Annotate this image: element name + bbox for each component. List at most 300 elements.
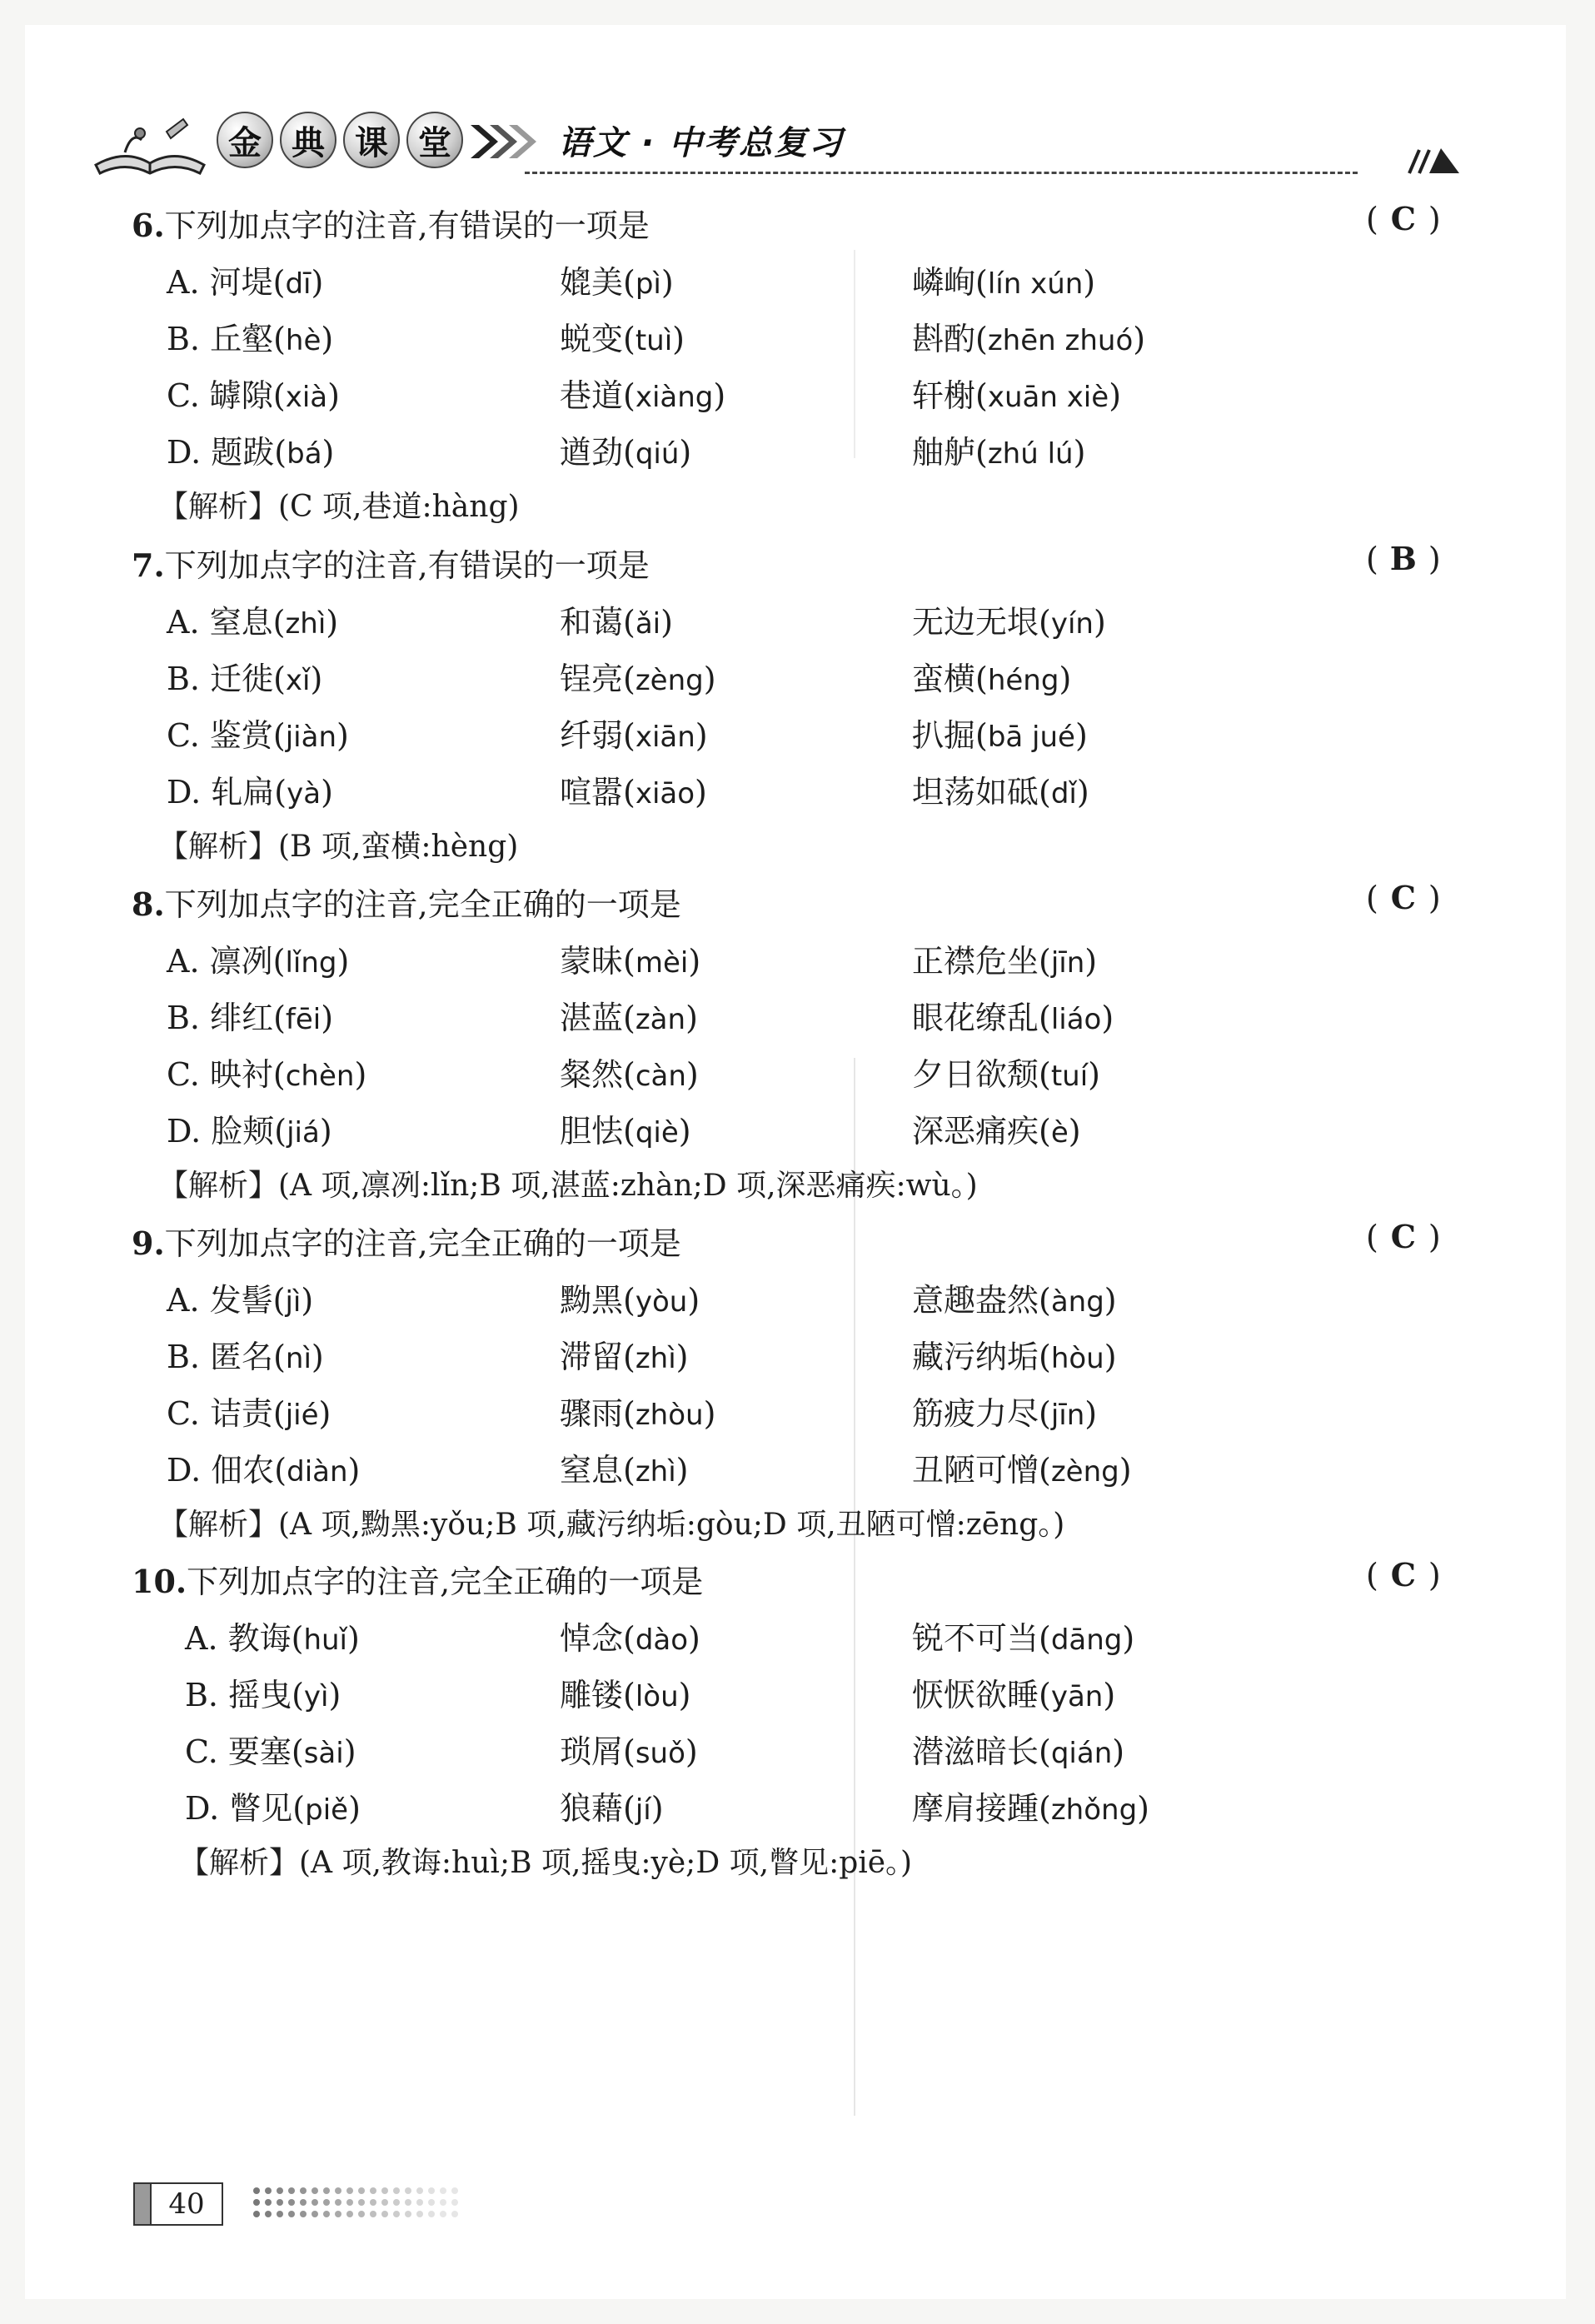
option-item: [167, 1105, 332, 1151]
option-item: [912, 1783, 1149, 1828]
option-pinyin: qiè: [635, 1116, 679, 1150]
option-close-paren: ): [1068, 1113, 1081, 1150]
option-pinyin: lín xún: [987, 267, 1084, 301]
option-item: [560, 370, 725, 416]
option-close-paren: ): [1137, 1790, 1149, 1827]
option-word: 锃亮(: [560, 661, 636, 697]
dot: [312, 2199, 318, 2206]
option-pinyin: zhòu: [635, 1399, 704, 1432]
option-pinyin: ǎi: [635, 607, 661, 641]
option-item: [560, 1388, 715, 1434]
option-close-paren: ): [1104, 1282, 1117, 1319]
option-word: B. 匿名(: [167, 1339, 286, 1375]
dot: [451, 2211, 458, 2217]
dot: [428, 2211, 435, 2217]
option-item: [560, 710, 708, 756]
option-close-paren: ): [703, 1395, 716, 1432]
page-number: 40: [168, 2187, 205, 2221]
option-word: 扒掘(: [912, 717, 988, 754]
answer-letter: C: [1390, 1556, 1416, 1593]
option-close-paren: ): [348, 1790, 361, 1827]
option-item: [912, 370, 1121, 416]
dot: [312, 2211, 318, 2217]
question-stem: [132, 540, 650, 586]
option-word: 湛蓝(: [560, 1000, 636, 1036]
option-close-paren: ): [688, 1620, 700, 1657]
option-close-paren: ): [326, 604, 339, 641]
option-word: 骤雨(: [560, 1395, 636, 1432]
dot: [405, 2211, 411, 2217]
option-item: [167, 257, 323, 302]
question-text: 下列加点字的注音,有错误的一项是: [164, 207, 650, 244]
option-close-paren: ): [1076, 774, 1089, 810]
option-item: [560, 426, 691, 472]
option-close-paren: ): [354, 1056, 367, 1093]
option-close-paren: ): [1122, 1620, 1135, 1657]
option-close-paren: ): [347, 1452, 361, 1489]
page-number-box: [133, 2182, 223, 2226]
option-pinyin: dī: [285, 267, 312, 301]
dot: [335, 2211, 341, 2217]
option-close-paren: ): [1088, 1056, 1100, 1093]
option-close-paren: ): [1112, 1733, 1125, 1770]
option-pinyin: yān: [1050, 1680, 1104, 1713]
dot: [300, 2199, 307, 2206]
option-word: 无边无垠(: [912, 604, 1051, 641]
option-word: B. 摇曳(: [185, 1677, 304, 1713]
dot: [358, 2211, 365, 2217]
option-item: [167, 596, 338, 642]
option-item: [560, 1783, 664, 1828]
option-item: [167, 1388, 331, 1434]
option-pinyin: fēi: [285, 1003, 321, 1036]
option-word: D. 题跋(: [167, 434, 287, 471]
option-word: 纤弱(: [560, 717, 636, 754]
option-item: [560, 1726, 698, 1772]
dot: [428, 2199, 435, 2206]
option-word: A. 窒息(: [167, 604, 286, 641]
dot: [381, 2211, 388, 2217]
option-item: [167, 426, 334, 472]
explanation: 【解析】(A 项,凛冽:lǐn;B 项,湛蓝:zhàn;D 项,深恶痛疾:wù。): [158, 1169, 978, 1203]
dot: [277, 2211, 283, 2217]
question-number: 8.: [132, 885, 165, 923]
option-pinyin: jīn: [1050, 946, 1085, 980]
column-divider: [854, 1058, 855, 2116]
option-item: [560, 992, 698, 1038]
header-divider: [525, 172, 1358, 174]
option-word: D. 脸颊(: [167, 1113, 287, 1150]
question-stem: [132, 200, 650, 246]
option-item: [560, 313, 685, 359]
option-item: [167, 1331, 324, 1377]
option-item: [912, 766, 1089, 812]
option-item: [912, 1049, 1100, 1095]
option-item: [560, 1669, 690, 1715]
dot: [416, 2211, 423, 2217]
explanation: 【解析】(B 项,蛮横:hèng): [158, 830, 519, 864]
corner-triangle-icon: [1408, 142, 1474, 175]
dot: [335, 2199, 341, 2206]
dot: [381, 2199, 388, 2206]
option-pinyin: yòu: [635, 1285, 688, 1319]
option-word: 遒劲(: [560, 434, 636, 471]
option-close-paren: ): [703, 661, 716, 697]
option-word: D. 佃农(: [167, 1452, 287, 1489]
option-word: 琐屑(: [560, 1733, 636, 1770]
option-item: [912, 1669, 1115, 1715]
option-item: [912, 710, 1088, 756]
dot: [370, 2187, 376, 2194]
answer-bracket: ( C ): [1366, 1218, 1441, 1255]
option-word: 恹恹欲睡(: [912, 1677, 1051, 1713]
option-item: [912, 653, 1071, 699]
option-close-paren: ): [678, 1677, 691, 1713]
dot: [288, 2199, 295, 2206]
option-word: B. 丘壑(: [167, 321, 286, 357]
option-item: [912, 1105, 1081, 1151]
question-number: 7.: [132, 546, 165, 584]
dot: [288, 2187, 295, 2194]
answer-bracket: ( C ): [1366, 1556, 1441, 1593]
option-item: [167, 1049, 366, 1095]
option-pinyin: àng: [1050, 1285, 1104, 1319]
dot: [358, 2187, 365, 2194]
brand-char: 堂: [406, 112, 463, 168]
option-pinyin: yín: [1050, 607, 1094, 641]
dot: [440, 2187, 446, 2194]
option-item: [185, 1783, 361, 1828]
option-word: D. 轧扁(: [167, 774, 287, 810]
option-word: 粲然(: [560, 1056, 636, 1093]
option-pinyin: xià: [285, 381, 328, 414]
option-word: 窒息(: [560, 1452, 636, 1489]
option-word: 正襟危坐(: [912, 943, 1051, 980]
question-number: 6.: [132, 207, 165, 244]
option-word: C. 映衬(: [167, 1056, 286, 1093]
answer-letter: C: [1390, 200, 1416, 237]
option-close-paren: ): [1084, 943, 1098, 980]
option-item: [912, 992, 1114, 1038]
dot-pattern-icon: [250, 2184, 466, 2222]
option-word: 喧嚣(: [560, 774, 636, 810]
option-close-paren: ): [346, 1620, 360, 1657]
option-close-paren: ): [301, 1282, 314, 1319]
option-item: [912, 313, 1145, 359]
question-text: 下列加点字的注音,完全正确的一项是: [187, 1563, 704, 1600]
option-close-paren: ): [343, 1733, 356, 1770]
explanation: 【解析】(C 项,巷道:hàng): [158, 490, 520, 524]
option-close-paren: ): [688, 943, 701, 980]
option-item: [167, 935, 349, 981]
option-close-paren: ): [713, 377, 726, 414]
answer-bracket: ( B ): [1366, 540, 1441, 577]
option-close-paren: ): [679, 434, 692, 471]
brand-char: 金: [217, 112, 273, 168]
dot: [346, 2211, 353, 2217]
option-item: [167, 370, 340, 416]
dot: [451, 2199, 458, 2206]
option-close-paren: ): [1101, 1000, 1114, 1036]
option-pinyin: suǒ: [635, 1737, 685, 1770]
option-close-paren: ): [1059, 661, 1072, 697]
dot: [277, 2199, 283, 2206]
option-close-paren: ): [1083, 264, 1096, 301]
question-text: 下列加点字的注音,有错误的一项是: [164, 547, 650, 584]
question-number: 10.: [132, 1563, 187, 1600]
option-pinyin: nì: [285, 1342, 312, 1375]
option-word: 丑陋可憎(: [912, 1452, 1051, 1489]
option-close-paren: ): [319, 1113, 332, 1150]
dot: [381, 2187, 388, 2194]
option-pinyin: càn: [635, 1060, 686, 1093]
option-item: [912, 1274, 1117, 1320]
option-close-paren: ): [678, 1113, 691, 1150]
dot: [265, 2199, 272, 2206]
option-pinyin: zhú lú: [987, 437, 1074, 471]
option-close-paren: ): [1084, 1395, 1098, 1432]
option-word: 摩肩接踵(: [912, 1790, 1051, 1827]
option-pinyin: jí: [635, 1793, 651, 1827]
option-item: [912, 426, 1085, 472]
dot: [405, 2187, 411, 2194]
dot: [312, 2187, 318, 2194]
option-pinyin: lǐng: [285, 946, 337, 980]
option-pinyin: dāng: [1050, 1623, 1123, 1657]
option-close-paren: ): [321, 1000, 334, 1036]
option-close-paren: ): [660, 264, 674, 301]
option-pinyin: dǐ: [1050, 777, 1077, 810]
option-close-paren: ): [685, 1000, 698, 1036]
option-close-paren: ): [695, 717, 708, 754]
option-pinyin: chèn: [285, 1060, 355, 1093]
option-close-paren: ): [695, 774, 707, 810]
question-text: 下列加点字的注音,完全正确的一项是: [164, 886, 681, 923]
option-word: 斟酌(: [912, 321, 988, 357]
option-close-paren: ): [321, 321, 334, 357]
option-item: [560, 1613, 700, 1658]
answer-bracket: ( C ): [1366, 879, 1441, 916]
option-item: [167, 710, 349, 756]
option-pinyin: yà: [287, 777, 321, 810]
explanation: 【解析】(A 项,教诲:huì;B 项,摇曳:yè;D 项,瞥见:piē。): [179, 1846, 913, 1880]
question-stem: [132, 1218, 681, 1264]
dot: [253, 2187, 260, 2194]
option-pinyin: zhēn zhuó: [987, 324, 1134, 357]
dot: [451, 2187, 458, 2194]
page-tab: [135, 2184, 152, 2224]
option-pinyin: hè: [285, 324, 321, 357]
option-item: [167, 766, 333, 812]
option-pinyin: zhǒng: [1050, 1793, 1138, 1827]
dot: [346, 2187, 353, 2194]
option-word: 眼花缭乱(: [912, 1000, 1051, 1036]
option-pinyin: tuì: [635, 324, 673, 357]
option-pinyin: xiāo: [635, 777, 695, 810]
option-pinyin: zhì: [635, 1342, 676, 1375]
option-word: B. 迁徙(: [167, 661, 286, 697]
option-close-paren: ): [336, 717, 349, 754]
option-item: [167, 653, 322, 699]
option-pinyin: zhì: [635, 1455, 676, 1489]
option-item: [167, 1444, 360, 1490]
answer-letter: C: [1390, 1218, 1416, 1255]
option-close-paren: ): [675, 1452, 689, 1489]
option-item: [167, 992, 333, 1038]
option-item: [185, 1613, 360, 1658]
question-number: 9.: [132, 1224, 165, 1262]
option-pinyin: jié: [285, 1399, 319, 1432]
option-word: 锐不可当(: [912, 1620, 1051, 1657]
option-word: C. 鉴赏(: [167, 717, 286, 754]
option-pinyin: huǐ: [303, 1623, 347, 1657]
option-word: 滞留(: [560, 1339, 636, 1375]
option-close-paren: ): [311, 1339, 324, 1375]
option-close-paren: ): [318, 1395, 331, 1432]
option-close-paren: ): [310, 661, 323, 697]
option-item: [560, 653, 716, 699]
option-close-paren: ): [336, 943, 350, 980]
option-pinyin: qián: [1050, 1737, 1113, 1770]
option-item: [167, 313, 333, 359]
option-item: [560, 935, 700, 981]
option-pinyin: mèi: [635, 946, 689, 980]
answer-letter: B: [1389, 540, 1417, 577]
dot: [405, 2199, 411, 2206]
option-pinyin: sài: [303, 1737, 344, 1770]
option-close-paren: ): [1103, 1677, 1116, 1713]
option-word: 意趣盎然(: [912, 1282, 1051, 1319]
option-pinyin: zhì: [285, 607, 326, 641]
option-close-paren: ): [321, 774, 333, 810]
dot: [346, 2199, 353, 2206]
option-pinyin: liáo: [1050, 1003, 1102, 1036]
option-word: A. 教诲(: [185, 1620, 304, 1657]
option-pinyin: xiàng: [635, 381, 714, 414]
column-divider: [854, 250, 855, 458]
dot: [300, 2211, 307, 2217]
option-word: 夕日欲颓(: [912, 1056, 1051, 1093]
option-pinyin: è: [1050, 1116, 1069, 1150]
option-word: 雕镂(: [560, 1677, 636, 1713]
option-item: [912, 1388, 1097, 1434]
option-pinyin: yì: [303, 1680, 329, 1713]
dot: [393, 2187, 400, 2194]
question-text: 下列加点字的注音,完全正确的一项是: [164, 1225, 681, 1262]
dot: [335, 2187, 341, 2194]
option-item: [912, 1613, 1134, 1658]
dot: [323, 2187, 330, 2194]
option-word: 坦荡如砥(: [912, 774, 1051, 810]
option-word: 筋疲力尽(: [912, 1395, 1051, 1432]
chevron-right-icon: [466, 118, 541, 165]
dot: [253, 2211, 260, 2217]
option-pinyin: xǐ: [285, 664, 311, 697]
brand-char: 典: [280, 112, 336, 168]
page-header: [92, 100, 1466, 192]
option-pinyin: jiàn: [285, 721, 336, 754]
option-close-paren: ): [660, 604, 673, 641]
option-pinyin: héng: [987, 664, 1059, 697]
option-word: 和蔼(: [560, 604, 636, 641]
option-item: [560, 1274, 700, 1320]
subject-title: 语文 · 中考总复习: [558, 124, 845, 162]
option-word: 狼藉(: [560, 1790, 636, 1827]
option-word: 巷道(: [560, 377, 636, 414]
option-item: [560, 1049, 699, 1095]
option-item: [185, 1669, 341, 1715]
option-close-paren: ): [650, 1790, 664, 1827]
option-pinyin: dào: [635, 1623, 689, 1657]
option-word: 黝黑(: [560, 1282, 636, 1319]
option-close-paren: ): [1119, 1452, 1132, 1489]
option-close-paren: ): [1074, 717, 1088, 754]
option-item: [560, 1444, 689, 1490]
option-close-paren: ): [675, 1339, 689, 1375]
option-item: [560, 1105, 691, 1151]
option-close-paren: ): [328, 1677, 341, 1713]
dot: [253, 2199, 260, 2206]
option-pinyin: hòu: [1050, 1342, 1104, 1375]
option-pinyin: xuān xiè: [987, 381, 1109, 414]
dot: [323, 2211, 330, 2217]
option-word: 舳舻(: [912, 434, 988, 471]
option-pinyin: qiú: [635, 437, 680, 471]
option-close-paren: ): [1133, 321, 1146, 357]
option-word: A. 凛冽(: [167, 943, 286, 980]
option-close-paren: ): [685, 1056, 699, 1093]
option-pinyin: jì: [285, 1285, 302, 1319]
option-item: [912, 1331, 1117, 1377]
option-pinyin: piě: [305, 1793, 349, 1827]
option-word: A. 发髻(: [167, 1282, 286, 1319]
option-word: B. 绯红(: [167, 1000, 286, 1036]
option-pinyin: lòu: [635, 1680, 679, 1713]
option-close-paren: ): [685, 1733, 698, 1770]
option-word: 蛮横(: [912, 661, 988, 697]
option-word: 藏污纳垢(: [912, 1339, 1051, 1375]
dot: [300, 2187, 307, 2194]
option-item: [912, 257, 1095, 302]
dot: [393, 2199, 400, 2206]
dot: [265, 2187, 272, 2194]
option-close-paren: ): [1104, 1339, 1117, 1375]
answer-letter: C: [1390, 879, 1416, 916]
option-word: C. 要塞(: [185, 1733, 304, 1770]
option-item: [560, 1331, 689, 1377]
option-word: 深恶痛疾(: [912, 1113, 1051, 1150]
option-pinyin: jīn: [1050, 1399, 1085, 1432]
dot: [416, 2187, 423, 2194]
option-word: 轩榭(: [912, 377, 988, 414]
option-close-paren: ): [311, 264, 324, 301]
dot: [323, 2199, 330, 2206]
option-word: 潜滋暗长(: [912, 1733, 1051, 1770]
dot: [428, 2187, 435, 2194]
option-word: 蒙昧(: [560, 943, 636, 980]
dot: [416, 2199, 423, 2206]
option-close-paren: ): [672, 321, 685, 357]
dot: [265, 2211, 272, 2217]
option-item: [185, 1726, 356, 1772]
option-close-paren: ): [1109, 377, 1122, 414]
option-pinyin: bá: [287, 437, 322, 471]
option-close-paren: ): [1093, 604, 1106, 641]
option-item: [560, 257, 674, 302]
option-item: [560, 596, 673, 642]
option-word: 嶙峋(: [912, 264, 988, 301]
dot: [440, 2199, 446, 2206]
